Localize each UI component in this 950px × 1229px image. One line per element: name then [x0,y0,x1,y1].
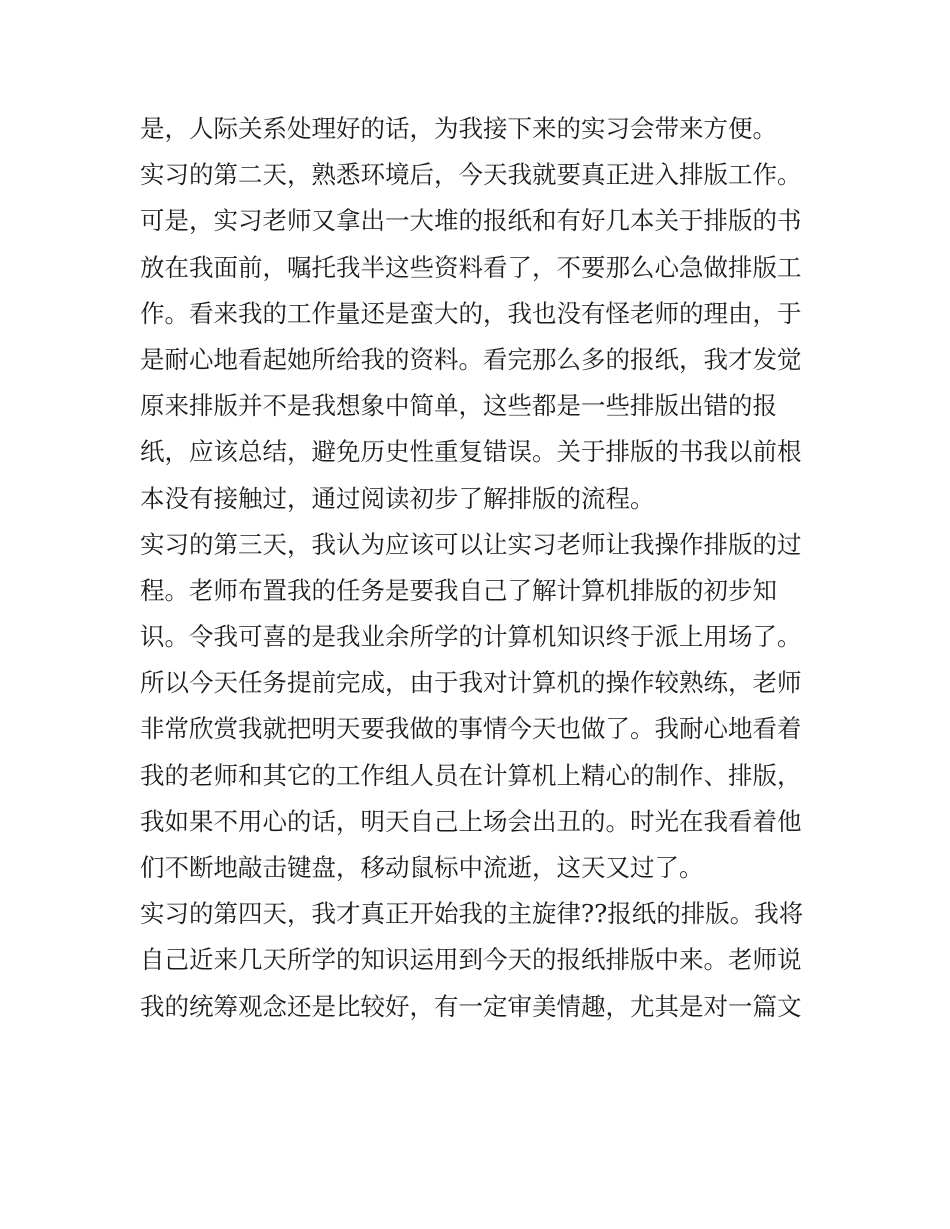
text-line: 纸，应该总结，避免历史性重复错误。关于排版的书我以前根 [140,437,802,467]
text-line: 我如果不用心的话，明天自己上场会出丑的。时光在我看着他 [140,806,802,836]
text-line: 实习的第四天，我才真正开始我的主旋律??报纸的排版。我将 [140,899,804,929]
text-line: 所以今天任务提前完成，由于我对计算机的操作较熟练，老师 [140,668,802,698]
text-line: 我的老师和其它的工作组人员在计算机上精心的制作、排版， [140,760,802,790]
text-line: 自己近来几天所学的知识运用到今天的报纸排版中来。老师说 [140,945,802,975]
text-line: 作。看来我的工作量还是蛮大的，我也没有怪老师的理由，于 [140,298,802,328]
text-line: 非常欣赏我就把明天要我做的事情今天也做了。我耐心地看着 [140,714,802,744]
text-line: 是，人际关系处理好的话，为我接下来的实习会带来方便。 [140,114,777,143]
text-line: 原来排版并不是我想象中简单，这些都是一些排版出错的报 [140,391,777,421]
text-line: 放在我面前，嘱托我半这些资料看了，不要那么心急做排版工 [140,252,802,282]
body-text [140,106,820,1030]
text-line: 识。令我可喜的是我业余所学的计算机知识终于派上用场了。 [140,622,802,652]
text-line: 程。老师布置我的任务是要我自己了解计算机排版的初步知 [140,575,777,605]
text-line: 可是，实习老师又拿出一大堆的报纸和有好几本关于排版的书 [140,206,802,236]
text-line: 本没有接触过，通过阅读初步了解排版的流程。 [140,483,655,513]
text-line: 是耐心地看起她所给我的资料。看完那么多的报纸，我才发觉 [140,344,802,374]
text-line: 实习的第三天，我认为应该可以让实习老师让我操作排版的过 [140,529,802,559]
text-line: 实习的第二天，熟悉环境后，今天我就要真正进入排版工作。 [140,160,802,190]
text-line: 们不断地敲击键盘，移动鼠标中流逝，这天又过了。 [140,853,704,882]
text-line: 我的统筹观念还是比较好，有一定审美情趣，尤其是对一篇文 [140,991,802,1021]
